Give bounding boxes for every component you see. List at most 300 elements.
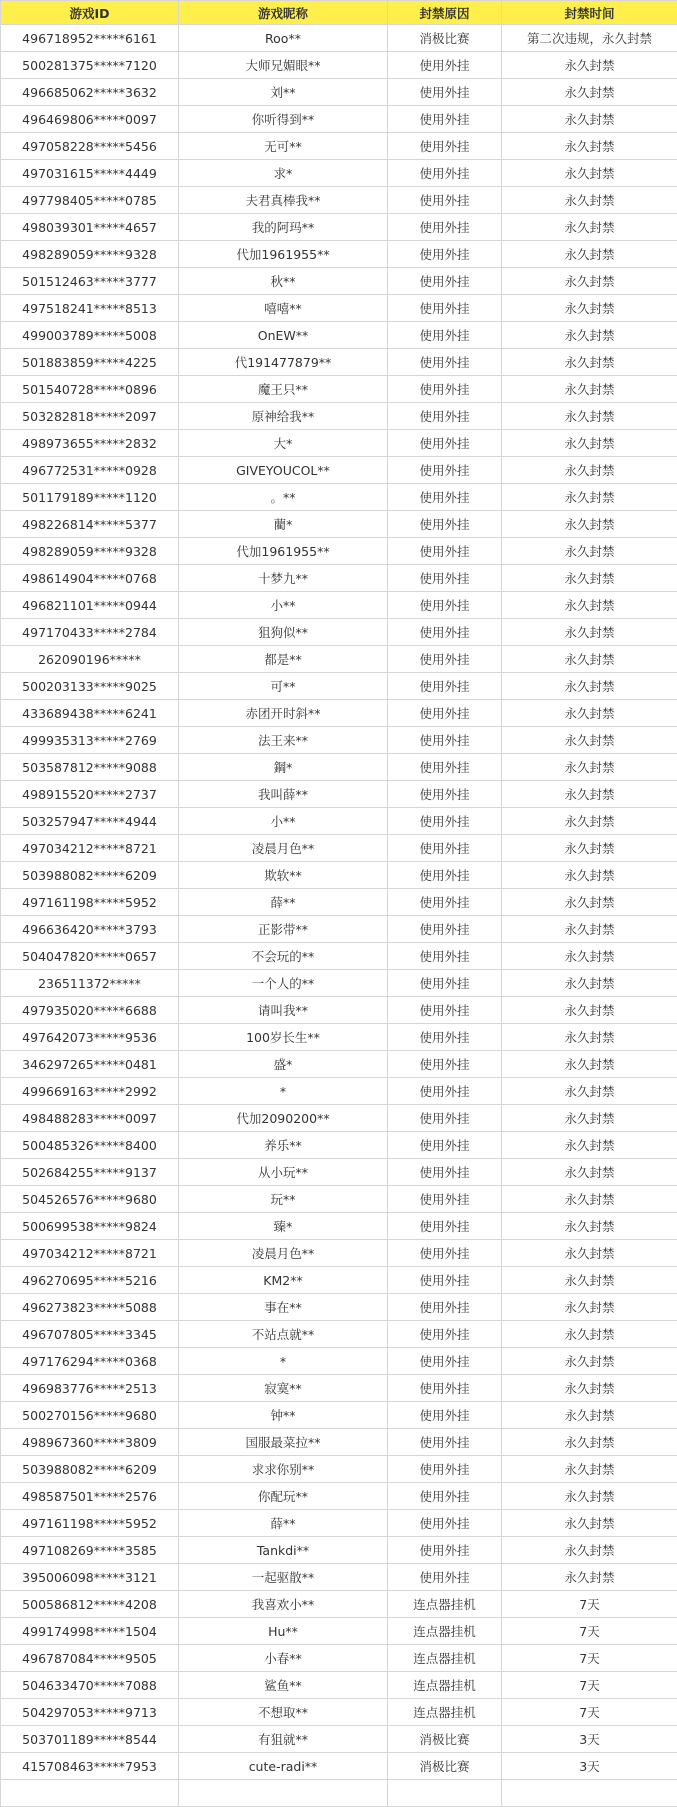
table-row [1,295,677,322]
cell-ban-reason: 使用外挂 [388,295,502,322]
cell-game-id: 499003789*****5008 [1,322,179,349]
cell-nickname: 求求你别** [179,1456,388,1483]
cell-ban-reason: 使用外挂 [388,322,502,349]
cell-nickname: 代加1961955** [179,241,388,268]
cell-ban-reason: 使用外挂 [388,943,502,970]
cell-ban-duration: 永久封禁 [502,619,677,646]
cell-ban-reason: 使用外挂 [388,1159,502,1186]
cell-nickname: 凌晨月色** [179,835,388,862]
cell-ban-reason: 使用外挂 [388,808,502,835]
cell-nickname: 养乐** [179,1132,388,1159]
cell-nickname: 原神给我** [179,403,388,430]
table-row [1,160,677,187]
cell-game-id: 500281375*****7120 [1,52,179,79]
cell-game-id: 503282818*****2097 [1,403,179,430]
cell-nickname: 。** [179,484,388,511]
cell-ban-reason: 使用外挂 [388,1456,502,1483]
cell-ban-reason: 使用外挂 [388,1213,502,1240]
table-row [1,1564,677,1591]
cell-nickname: 我喜欢小** [179,1591,388,1618]
table-row [1,1240,677,1267]
cell-ban-duration: 永久封禁 [502,727,677,754]
cell-game-id: 498289059*****9328 [1,241,179,268]
cell-ban-duration: 3天 [502,1753,677,1780]
cell-game-id: 496983776*****2513 [1,1375,179,1402]
table-row [1,997,677,1024]
cell-ban-duration: 永久封禁 [502,1537,677,1564]
cell-ban-duration: 永久封禁 [502,1051,677,1078]
cell-ban-duration: 永久封禁 [502,781,677,808]
cell-game-id: 497058228*****5456 [1,133,179,160]
cell-nickname: 盛* [179,1051,388,1078]
cell-ban-reason: 使用外挂 [388,646,502,673]
cell-nickname: 100岁长生** [179,1024,388,1051]
cell-game-id: 504633470*****7088 [1,1672,179,1699]
cell-ban-duration: 永久封禁 [502,1483,677,1510]
cell-nickname: 臻* [179,1213,388,1240]
cell-ban-duration: 永久封禁 [502,79,677,106]
cell-ban-reason: 使用外挂 [388,268,502,295]
table-row [1,1699,677,1726]
cell-ban-reason: 使用外挂 [388,1051,502,1078]
cell-nickname: 刘** [179,79,388,106]
cell-game-id: 415708463*****7953 [1,1753,179,1780]
table-row [1,1456,677,1483]
cell-game-id: 498289059*****9328 [1,538,179,565]
cell-nickname: KM2** [179,1267,388,1294]
cell-game-id: 496707805*****3345 [1,1321,179,1348]
cell-game-id: 497161198*****5952 [1,1510,179,1537]
cell-game-id: 496273823*****5088 [1,1294,179,1321]
table-row [1,727,677,754]
cell-ban-duration: 永久封禁 [502,646,677,673]
cell-ban-duration: 永久封禁 [502,835,677,862]
cell-nickname: 夫君真棒我** [179,187,388,214]
cell-ban-duration: 永久封禁 [502,916,677,943]
table-row [1,835,677,862]
cell-game-id: 499935313*****2769 [1,727,179,754]
cell-ban-reason: 使用外挂 [388,1294,502,1321]
cell-nickname: 小春** [179,1645,388,1672]
cell-ban-duration: 7天 [502,1645,677,1672]
cell-game-id: 498614904*****0768 [1,565,179,592]
cell-ban-reason: 使用外挂 [388,214,502,241]
table-row [1,673,677,700]
cell-nickname: 不站点就** [179,1321,388,1348]
cell-ban-duration: 7天 [502,1591,677,1618]
cell-ban-duration: 3天 [502,1726,677,1753]
table-row [1,1429,677,1456]
cell-nickname: 正影带** [179,916,388,943]
cell-game-id: 498039301*****4657 [1,214,179,241]
cell-game-id: 497034212*****8721 [1,1240,179,1267]
cell-ban-reason: 使用外挂 [388,160,502,187]
cell-game-id: 503988082*****6209 [1,1456,179,1483]
cell-ban-duration: 永久封禁 [502,511,677,538]
table-row [1,349,677,376]
cell-nickname: 请叫我** [179,997,388,1024]
cell-game-id [1,1780,179,1807]
table-row [1,1726,677,1753]
cell-game-id: 500203133*****9025 [1,673,179,700]
cell-game-id: 497031615*****4449 [1,160,179,187]
cell-game-id: 497034212*****8721 [1,835,179,862]
cell-nickname: 代加1961955** [179,538,388,565]
cell-ban-reason: 使用外挂 [388,1564,502,1591]
table-row [1,133,677,160]
cell-ban-duration: 第二次违规，永久封禁 [502,25,677,52]
table-row [1,241,677,268]
table-row [1,1780,677,1807]
cell-ban-reason: 使用外挂 [388,916,502,943]
cell-nickname: 大* [179,430,388,457]
header-ban-duration: 封禁时间 [502,1,677,25]
cell-game-id: 346297265*****0481 [1,1051,179,1078]
cell-ban-reason [388,1780,502,1807]
cell-nickname: * [179,1078,388,1105]
cell-game-id: 504047820*****0657 [1,943,179,970]
cell-ban-duration: 永久封禁 [502,322,677,349]
cell-ban-duration: 永久封禁 [502,700,677,727]
table-row [1,1186,677,1213]
cell-ban-reason: 使用外挂 [388,1510,502,1537]
table-row [1,1375,677,1402]
cell-ban-duration: 永久封禁 [502,862,677,889]
cell-game-id: 501512463*****3777 [1,268,179,295]
cell-ban-reason: 使用外挂 [388,835,502,862]
cell-ban-reason: 使用外挂 [388,106,502,133]
cell-game-id: 496718952*****6161 [1,25,179,52]
cell-ban-duration: 永久封禁 [502,1294,677,1321]
cell-nickname: Tankdi** [179,1537,388,1564]
cell-nickname: 一起驱散** [179,1564,388,1591]
cell-ban-reason: 使用外挂 [388,349,502,376]
cell-nickname: 无可** [179,133,388,160]
cell-ban-duration: 永久封禁 [502,754,677,781]
cell-ban-duration: 永久封禁 [502,889,677,916]
cell-nickname: 你听得到** [179,106,388,133]
table-row [1,322,677,349]
table-row [1,592,677,619]
table-row [1,79,677,106]
table-row [1,214,677,241]
cell-ban-reason: 使用外挂 [388,1024,502,1051]
cell-game-id: 500586812*****4208 [1,1591,179,1618]
table-row [1,1510,677,1537]
cell-game-id: 497161198*****5952 [1,889,179,916]
cell-ban-duration: 永久封禁 [502,187,677,214]
cell-ban-duration: 永久封禁 [502,106,677,133]
cell-nickname: 魔王只** [179,376,388,403]
table-row [1,268,677,295]
cell-ban-duration: 永久封禁 [502,538,677,565]
cell-game-id: 496787084*****9505 [1,1645,179,1672]
cell-nickname: 秋** [179,268,388,295]
table-row [1,754,677,781]
table-row [1,1402,677,1429]
cell-ban-duration: 永久封禁 [502,376,677,403]
cell-ban-duration: 永久封禁 [502,241,677,268]
cell-nickname: GIVEYOUCOL** [179,457,388,484]
cell-nickname: 凌晨月色** [179,1240,388,1267]
cell-ban-reason: 连点器挂机 [388,1699,502,1726]
cell-ban-duration: 永久封禁 [502,808,677,835]
cell-nickname: 十梦九** [179,565,388,592]
cell-game-id: 501883859*****4225 [1,349,179,376]
table-row [1,1537,677,1564]
cell-game-id: 503988082*****6209 [1,862,179,889]
cell-nickname: 狙狗似** [179,619,388,646]
table-row [1,1672,677,1699]
cell-ban-reason: 使用外挂 [388,1402,502,1429]
cell-ban-reason: 使用外挂 [388,997,502,1024]
table-row [1,862,677,889]
cell-ban-duration: 永久封禁 [502,1159,677,1186]
table-row [1,1024,677,1051]
cell-nickname: 你配玩** [179,1483,388,1510]
cell-game-id: 496270695*****5216 [1,1267,179,1294]
cell-nickname: Hu** [179,1618,388,1645]
cell-ban-duration: 永久封禁 [502,52,677,79]
cell-nickname: 寂寞** [179,1375,388,1402]
cell-game-id: 497108269*****3585 [1,1537,179,1564]
cell-ban-reason: 连点器挂机 [388,1591,502,1618]
table-row [1,565,677,592]
cell-nickname: 赤团开时斜** [179,700,388,727]
cell-ban-duration: 永久封禁 [502,565,677,592]
cell-ban-reason: 使用外挂 [388,889,502,916]
cell-ban-duration: 永久封禁 [502,997,677,1024]
cell-ban-reason: 使用外挂 [388,970,502,997]
cell-ban-duration: 永久封禁 [502,1456,677,1483]
cell-ban-reason: 使用外挂 [388,376,502,403]
header-nickname: 游戏昵称 [179,1,388,25]
cell-ban-reason: 使用外挂 [388,1267,502,1294]
table-row [1,808,677,835]
table-row [1,1753,677,1780]
cell-nickname: cute-radi** [179,1753,388,1780]
cell-ban-duration: 7天 [502,1618,677,1645]
cell-game-id: 499174998*****1504 [1,1618,179,1645]
cell-ban-duration: 永久封禁 [502,1024,677,1051]
table-row [1,457,677,484]
table-row [1,619,677,646]
cell-ban-duration: 永久封禁 [502,1321,677,1348]
cell-ban-reason: 使用外挂 [388,592,502,619]
cell-nickname: 薛** [179,1510,388,1537]
cell-ban-duration: 永久封禁 [502,592,677,619]
cell-nickname: 有狙就** [179,1726,388,1753]
table-row [1,646,677,673]
table-row [1,106,677,133]
cell-game-id: 497798405*****0785 [1,187,179,214]
cell-ban-reason: 使用外挂 [388,1105,502,1132]
cell-game-id: 500699538*****9824 [1,1213,179,1240]
cell-ban-reason: 使用外挂 [388,619,502,646]
cell-ban-duration: 永久封禁 [502,1429,677,1456]
cell-game-id: 496685062*****3632 [1,79,179,106]
cell-ban-reason: 使用外挂 [388,1537,502,1564]
cell-nickname: 从小玩** [179,1159,388,1186]
table-row [1,1645,677,1672]
table-row [1,1618,677,1645]
table-row [1,1483,677,1510]
table-row [1,1105,677,1132]
cell-nickname: Roo** [179,25,388,52]
table-row [1,1348,677,1375]
cell-ban-duration: 永久封禁 [502,970,677,997]
cell-ban-reason: 使用外挂 [388,1078,502,1105]
cell-ban-duration: 7天 [502,1672,677,1699]
cell-ban-duration: 永久封禁 [502,1213,677,1240]
table-row [1,1321,677,1348]
cell-nickname: 小** [179,592,388,619]
table-body [1,25,677,1807]
table-row [1,1294,677,1321]
cell-nickname: 小** [179,808,388,835]
cell-ban-duration: 永久封禁 [502,1078,677,1105]
cell-ban-reason: 使用外挂 [388,754,502,781]
cell-ban-reason: 使用外挂 [388,187,502,214]
cell-game-id: 501179189*****1120 [1,484,179,511]
table-row [1,781,677,808]
cell-game-id: 500270156*****9680 [1,1402,179,1429]
cell-nickname: 代加2090200** [179,1105,388,1132]
cell-ban-reason: 使用外挂 [388,511,502,538]
cell-ban-reason: 使用外挂 [388,727,502,754]
cell-ban-reason: 使用外挂 [388,1348,502,1375]
cell-ban-duration: 永久封禁 [502,1105,677,1132]
table-row [1,25,677,52]
cell-game-id: 496469806*****0097 [1,106,179,133]
cell-ban-duration: 永久封禁 [502,1348,677,1375]
cell-game-id: 504526576*****9680 [1,1186,179,1213]
cell-ban-reason: 使用外挂 [388,565,502,592]
cell-ban-duration: 永久封禁 [502,133,677,160]
cell-ban-reason: 使用外挂 [388,1186,502,1213]
table-row [1,187,677,214]
table-row [1,403,677,430]
cell-game-id: 496821101*****0944 [1,592,179,619]
cell-ban-duration: 永久封禁 [502,403,677,430]
table-row [1,430,677,457]
cell-game-id: 498488283*****0097 [1,1105,179,1132]
table-row [1,538,677,565]
cell-nickname: 不想取** [179,1699,388,1726]
table-row [1,1591,677,1618]
cell-nickname: 不会玩的** [179,943,388,970]
cell-game-id: 433689438*****6241 [1,700,179,727]
cell-nickname: 我的阿玛** [179,214,388,241]
cell-ban-duration: 永久封禁 [502,457,677,484]
cell-ban-duration: 永久封禁 [502,1564,677,1591]
cell-ban-reason: 使用外挂 [388,673,502,700]
cell-ban-duration: 永久封禁 [502,1186,677,1213]
cell-game-id: 498915520*****2737 [1,781,179,808]
cell-game-id: 497642073*****9536 [1,1024,179,1051]
cell-game-id: 497176294*****0368 [1,1348,179,1375]
header-ban-reason: 封禁原因 [388,1,502,25]
cell-game-id: 498973655*****2832 [1,430,179,457]
cell-ban-reason: 使用外挂 [388,1429,502,1456]
cell-nickname: 一个人的** [179,970,388,997]
cell-game-id: 497518241*****8513 [1,295,179,322]
cell-game-id: 503587812*****9088 [1,754,179,781]
cell-ban-duration: 永久封禁 [502,1375,677,1402]
cell-game-id: 503257947*****4944 [1,808,179,835]
cell-game-id: 395006098*****3121 [1,1564,179,1591]
cell-ban-reason: 使用外挂 [388,484,502,511]
table-row [1,1132,677,1159]
cell-ban-reason: 使用外挂 [388,1240,502,1267]
cell-ban-reason: 使用外挂 [388,403,502,430]
cell-nickname: 鲨鱼** [179,1672,388,1699]
cell-ban-duration: 永久封禁 [502,943,677,970]
cell-ban-reason: 消极比赛 [388,1753,502,1780]
cell-game-id: 497170433*****2784 [1,619,179,646]
header-row [1,1,677,25]
cell-nickname: 嘻嘻** [179,295,388,322]
cell-game-id: 262090196***** [1,646,179,673]
cell-ban-duration: 永久封禁 [502,1132,677,1159]
cell-ban-reason: 使用外挂 [388,862,502,889]
table-row [1,916,677,943]
cell-ban-reason: 使用外挂 [388,1375,502,1402]
table-header [1,1,677,25]
cell-nickname: 藺* [179,511,388,538]
cell-ban-reason: 使用外挂 [388,781,502,808]
cell-ban-reason: 使用外挂 [388,1483,502,1510]
cell-ban-duration: 永久封禁 [502,430,677,457]
table-row [1,52,677,79]
cell-nickname [179,1780,388,1807]
cell-game-id: 503701189*****8544 [1,1726,179,1753]
cell-ban-reason: 使用外挂 [388,430,502,457]
cell-ban-duration: 永久封禁 [502,160,677,187]
cell-ban-reason: 使用外挂 [388,241,502,268]
cell-game-id: 499669163*****2992 [1,1078,179,1105]
cell-nickname: 钟** [179,1402,388,1429]
cell-nickname: OnEW** [179,322,388,349]
table-row [1,1213,677,1240]
cell-ban-reason: 连点器挂机 [388,1618,502,1645]
cell-game-id: 498587501*****2576 [1,1483,179,1510]
cell-game-id: 501540728*****0896 [1,376,179,403]
cell-nickname: 国服最菜拉** [179,1429,388,1456]
cell-ban-duration: 永久封禁 [502,1240,677,1267]
cell-game-id: 504297053*****9713 [1,1699,179,1726]
cell-ban-duration: 永久封禁 [502,1402,677,1429]
cell-game-id: 502684255*****9137 [1,1159,179,1186]
table-row [1,970,677,997]
cell-game-id: 500485326*****8400 [1,1132,179,1159]
table-row [1,484,677,511]
cell-nickname: 大师兄媚眼** [179,52,388,79]
cell-ban-duration: 永久封禁 [502,484,677,511]
table-row [1,700,677,727]
table-row [1,376,677,403]
cell-nickname: 欺软** [179,862,388,889]
cell-ban-duration: 永久封禁 [502,295,677,322]
table-row [1,1159,677,1186]
table-row [1,1267,677,1294]
cell-ban-reason: 使用外挂 [388,133,502,160]
cell-nickname: 鋼* [179,754,388,781]
cell-nickname: 可** [179,673,388,700]
cell-ban-duration: 永久封禁 [502,268,677,295]
cell-ban-duration: 永久封禁 [502,1267,677,1294]
table-row [1,511,677,538]
